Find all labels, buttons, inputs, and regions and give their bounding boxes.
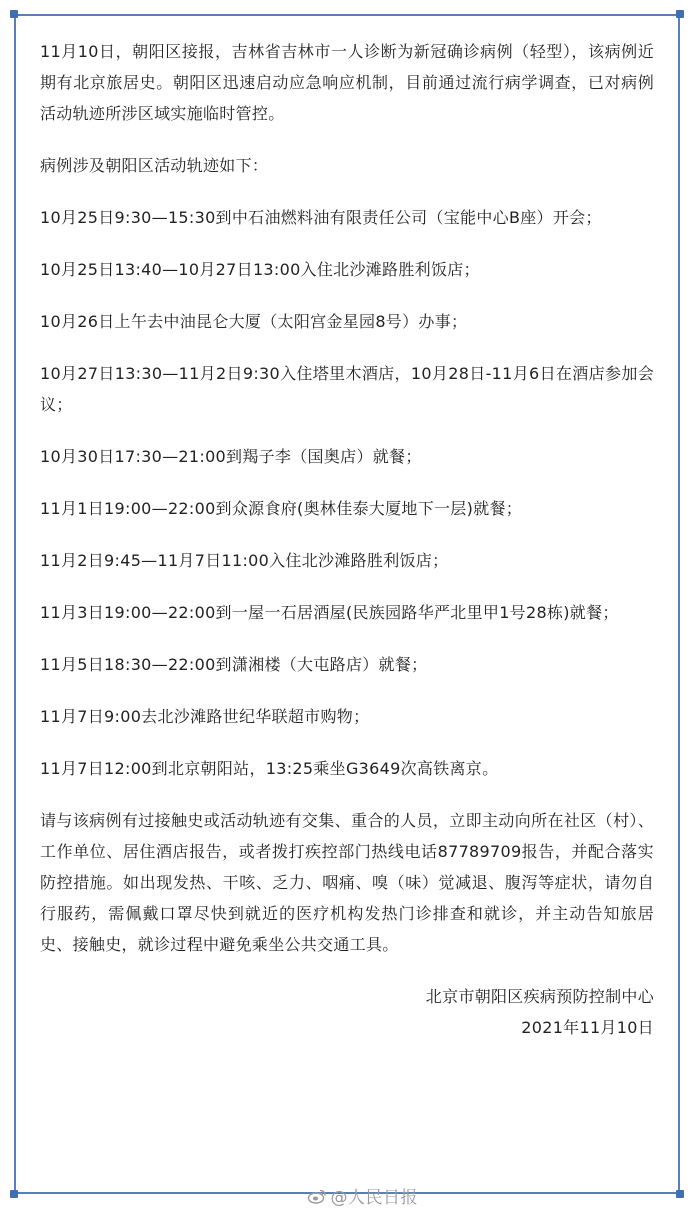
trajectory-item: 10月27日13:30—11月2日9:30入住塔里木酒店，10月28日-11月6日在酒店参加会议； xyxy=(40,364,654,414)
trajectory-item: 11月1日19:00—22:00到众源食府(奥林佳泰大厦地下一层)就餐； xyxy=(40,499,523,518)
signature-org: 北京市朝阳区疾病预防控制中心 xyxy=(425,987,654,1006)
watermark xyxy=(307,1183,419,1208)
trajectory-item: 10月26日上午去中油昆仑大厦（太阳宫金星园8号）办事； xyxy=(40,312,468,331)
advice-paragraph: 请与该病例有过接触史或活动轨迹有交集、重合的人员，立即主动向所在社区（村）、工作单位、居住酒店报告，或者拨打疾控部门热线电话87789709报告，并配合落实防控措施。如出现发热、干咳、乏力、咽痛、嗅（味）觉减退、腹泻等症状，请勿自行服药，需佩戴口罩尽快到就近的医疗机构发热门诊排查和就诊，并主动告知旅居史、接触史，就诊过程中避免乘坐公共交通工具。 xyxy=(40,811,654,954)
weibo-icon xyxy=(307,1188,327,1204)
trajectory-item: 11月7日9:00去北沙滩路世纪华联超市购物； xyxy=(40,707,370,726)
trajectory-heading: 病例涉及朝阳区活动轨迹如下： xyxy=(40,156,269,175)
frame-corner-top-left xyxy=(10,10,18,18)
frame-corner-bottom-right xyxy=(676,1190,684,1198)
trajectory-item: 11月2日9:45—11月7日11:00入住北沙滩路胜利饭店； xyxy=(40,551,449,570)
frame-corner-bottom-left xyxy=(10,1190,18,1198)
notice-body xyxy=(40,36,654,1043)
signature-date: 2021年11月10日 xyxy=(521,1018,654,1037)
frame-corner-top-right xyxy=(676,10,684,18)
trajectory-item: 10月25日9:30—15:30到中石油燃料油有限责任公司（宝能中心B座）开会； xyxy=(40,208,602,227)
watermark-text: @人民日报 xyxy=(330,1188,418,1208)
trajectory-item: 10月30日17:30—21:00到羯子李（国奥店）就餐； xyxy=(40,447,422,466)
intro-paragraph: 11月10日，朝阳区接报，吉林省吉林市一人诊断为新冠确诊病例（轻型），该病例近期有北京旅居史。朝阳区迅速启动应急响应机制，目前通过流行病学调查，已对病例活动轨迹所涉区域实施临时管控。 xyxy=(40,42,654,123)
trajectory-item: 10月25日13:40—10月27日13:00入住北沙滩路胜利饭店； xyxy=(40,260,480,279)
trajectory-item: 11月3日19:00—22:00到一屋一石居酒屋(民族园路华严北里甲1号28栋)就餐； xyxy=(40,603,619,622)
trajectory-item: 11月5日18:30—22:00到潇湘楼（大屯路店）就餐； xyxy=(40,655,428,674)
trajectory-item: 11月7日12:00到北京朝阳站，13:25乘坐G3649次高铁离京。 xyxy=(40,759,499,778)
